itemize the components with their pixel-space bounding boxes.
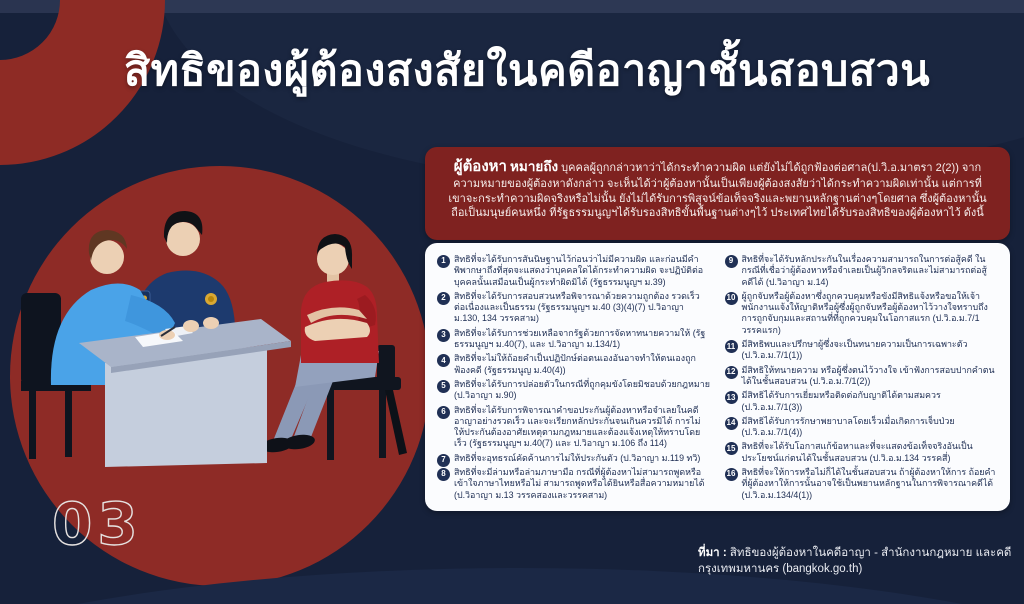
list-item <box>437 453 711 464</box>
item-text: สิทธิที่จะได้รับหลักประกันในเรื่องความสามารถในการต่อสู้คดี ในกรณีที่เชื่อว่าผู้ต้องหาหรือจำเลยเป็นผู้วิกลจริตและไม่สามารถต่อสู้คดีได้ (ป.วิอาญา ม.14) <box>741 254 987 287</box>
item-number-badge: 8 <box>437 468 450 481</box>
item-number-badge: 5 <box>437 380 450 393</box>
list-item <box>437 405 711 450</box>
source-text: สิทธิของผู้ต้องหาในคดีอาญา - สำนักงานกฎหมาย และคดี กรุงเทพมหานคร (bangkok.go.th) <box>698 547 1012 575</box>
item-number-badge: 11 <box>725 340 738 353</box>
item-number-badge: 7 <box>437 454 450 467</box>
list-item <box>725 365 999 388</box>
list-item <box>725 467 999 501</box>
item-text: มีสิทธิให้ทนายความ หรือผู้ซึ่งตนไว้วางใจ เข้าฟังการสอบปากคำตนได้ในชั้นสอบสวน (ป.วิ.อ.ม.7/1(2)) <box>741 364 995 386</box>
list-item <box>725 390 999 413</box>
item-text: สิทธิที่จะได้รับการปล่อยตัวในกรณีที่ถูกคุมขังโดยมิชอบด้วยกฎหมาย (ป.วิอาญา ม.90) <box>454 378 710 401</box>
list-item <box>725 416 999 439</box>
item-number-badge: 13 <box>725 391 738 404</box>
item-text: สิทธิที่จะได้รับโอกาสแก้ข้อหาและที่จะแสดงข้อเท็จจริงอันเป็นประโยชน์แก่ตนได้ในชั้นสอบสวน (ป.วิ.อ.ม.134 วรรคสี่) <box>741 441 973 463</box>
item-text: สิทธิที่จะได้รับการพิจารณาคำขอประกันผู้ต้องหาหรือจำเลยในคดีอาญาอย่างรวดเร็ว และจะเรียกหลักประกันจนเกินควรมิได้ การไม่ให้ประกันต้องอาศัยเหตุตามกฎหมายและต้องแจ้งเหตุให้ทราบโดยเร็ว (รัฐธรรมนูญฯ ม.40(7) และ ป.วิอาญา ม.106 ถึง 114) <box>454 404 701 449</box>
list-item <box>437 254 711 288</box>
source-credit <box>698 546 1013 577</box>
list-item <box>437 353 711 376</box>
list-item <box>437 291 711 325</box>
definition-term-label: หมายถึง <box>510 159 559 174</box>
item-text: สิทธิที่จะไม่ให้ถ้อยคำเป็นปฏิปักษ์ต่อตนเองอันอาจทำให้ตนเองถูกฟ้องคดี (รัฐธรรมนูญ ม.40(4)) <box>454 353 696 375</box>
item-number-badge: 9 <box>725 255 738 268</box>
item-number-badge: 14 <box>725 417 738 430</box>
page-number <box>48 486 208 558</box>
item-number-badge: 12 <box>725 366 738 379</box>
item-text: สิทธิที่จะมีล่ามหรือล่ามภาษามือ กรณีที่ผู้ต้องหาไม่สามารถพูดหรือเข้าใจภาษาไทยหรือไม่ สามารถพูดหรือได้ยินหรือสื่อความหมายได้ (ป.วิอาญา ม.13 วรรคสองและวรรคสาม) <box>454 467 705 500</box>
source-label: ที่มา : <box>698 547 727 559</box>
item-number-badge: 4 <box>437 354 450 367</box>
item-text: สิทธิที่จะให้การหรือไม่ก็ได้ในชั้นสอบสวน ถ้าผู้ต้องหาให้การ ถ้อยคำที่ผู้ต้องหาให้การนั้นอาจใช้เป็นพยานหลักฐานในการพิจารณาคดีได้ (ป.วิ.อ.ม.134/4(1)) <box>741 467 996 500</box>
rights-list-box <box>425 243 1010 511</box>
list-item <box>437 467 711 501</box>
item-text: มีสิทธิพบและปรึกษาผู้ซึ่งจะเป็นทนายความเป็นการเฉพาะตัว (ป.วิ.อ.ม.7/1(1)) <box>741 339 968 361</box>
list-item <box>437 328 711 351</box>
list-item <box>725 254 999 288</box>
list-item <box>437 379 711 402</box>
item-text: ผู้ถูกจับหรือผู้ต้องหาซึ่งถูกควบคุมหรือขังมีสิทธิแจ้งหรือขอให้เจ้าพนักงานแจ้งให้ญาติหรือผู้ซึ่งผู้ถูกจับหรือผู้ต้องหาไว้วางใจทราบถึงการถูกจับกุมและสถานที่ที่ถูกควบคุมในโอกาสแรก (ป.วิ.อ.ม.7/1 วรรคแรก) <box>741 290 988 335</box>
interrogation-desk-icon <box>79 319 291 467</box>
item-number-badge: 3 <box>437 329 450 342</box>
interrogation-scene-illustration <box>15 195 435 485</box>
item-text: มีสิทธิได้รับการรักษาพยาบาลโดยเร็วเมื่อเกิดการเจ็บป่วย (ป.วิ.อ.ม.7/1(4)) <box>741 415 955 438</box>
item-number-badge: 6 <box>437 406 450 419</box>
item-text: สิทธิที่จะได้รับการสอบสวนหรือพิจารณาด้วยความถูกต้อง รวดเร็ว ต่อเนื่องและเป็นธรรม (รัฐธรรมนูญฯ ม.40 (3)(4)(7) ป.วิอาญา ม.130, 134 วรรคสาม) <box>454 290 700 324</box>
item-text: สิทธิที่จะได้รับการช่วยเหลือจากรัฐด้วยการจัดหาทนายความให้ (รัฐธรรมนูญฯ ม.40(7), และ ป.วิอาญา ม.134/1) <box>454 327 706 350</box>
definition-body: บุคคลผู้ถูกกล่าวหาว่าได้กระทำความผิด แต่ยังไม่ได้ถูกฟ้องต่อศาล(ป.วิ.อ.มาตรา 2(2)) จากความหมายของผู้ต้องหาดังกล่าว จะเห็นได้ว่าผู้ต้องหานั้นเป็นเพียงผู้ต้องสงสัยว่าได้กระทำความผิดเท่านั้น แต่การที่เขาจะกระทำความผิดจริงหรือไม่นั้น ยังไม่ได้รับการพิสูจน์ข้อเท็จจริงและพยานหลักฐานต่างๆโดยศาล ซึ่งผู้ต้องหานั้นถือเป็นมนุษย์คนหนึ่ง ที่รัฐธรรมนูญฯได้รับรองสิทธิขั้นพื้นฐานต่างๆไว้ ประเทศไทยได้รับรองสิทธิของผู้ต้องหาไว้ ดังนี้ <box>448 162 987 220</box>
page-title: สิทธิของผู้ต้องสงสัยในคดีอาญาชั้นสอบสวน <box>123 47 931 95</box>
page-number-text: 03 <box>52 490 143 558</box>
list-item <box>725 291 999 336</box>
item-text: สิทธิที่จะได้รับการสันนิษฐานไว้ก่อนว่าไม่มีความผิด และก่อนมีคำพิพากษาถึงที่สุดจะแสดงว่าบุคคลใดได้กระทำความผิด จะปฏิบัติต่อบุคคลนั้นเสมือนเป็นผู้กระทำผิดมิได้ (รัฐธรรมนูญฯ ม.39) <box>454 254 704 287</box>
definition-box <box>425 147 1010 240</box>
definition-term: ผู้ต้องหา <box>453 158 507 175</box>
list-item <box>725 339 999 362</box>
rights-column-right <box>725 254 999 500</box>
item-number-badge: 15 <box>725 442 738 455</box>
item-text: สิทธิที่จะอุทธรณ์คัดค้านการไม่ให้ประกันตัว (ป.วิอาญา ม.119 ทวิ) <box>454 452 701 463</box>
item-number-badge: 10 <box>725 292 738 305</box>
item-text: มีสิทธิได้รับการเยี่ยมหรือติดต่อกับญาติได้ตามสมควร (ป.วิ.อ.ม.7/1(3)) <box>741 390 941 412</box>
item-number-badge: 16 <box>725 468 738 481</box>
item-number-badge: 1 <box>437 255 450 268</box>
rights-column-left <box>437 254 711 500</box>
item-number-badge: 2 <box>437 292 450 305</box>
list-item <box>725 441 999 464</box>
